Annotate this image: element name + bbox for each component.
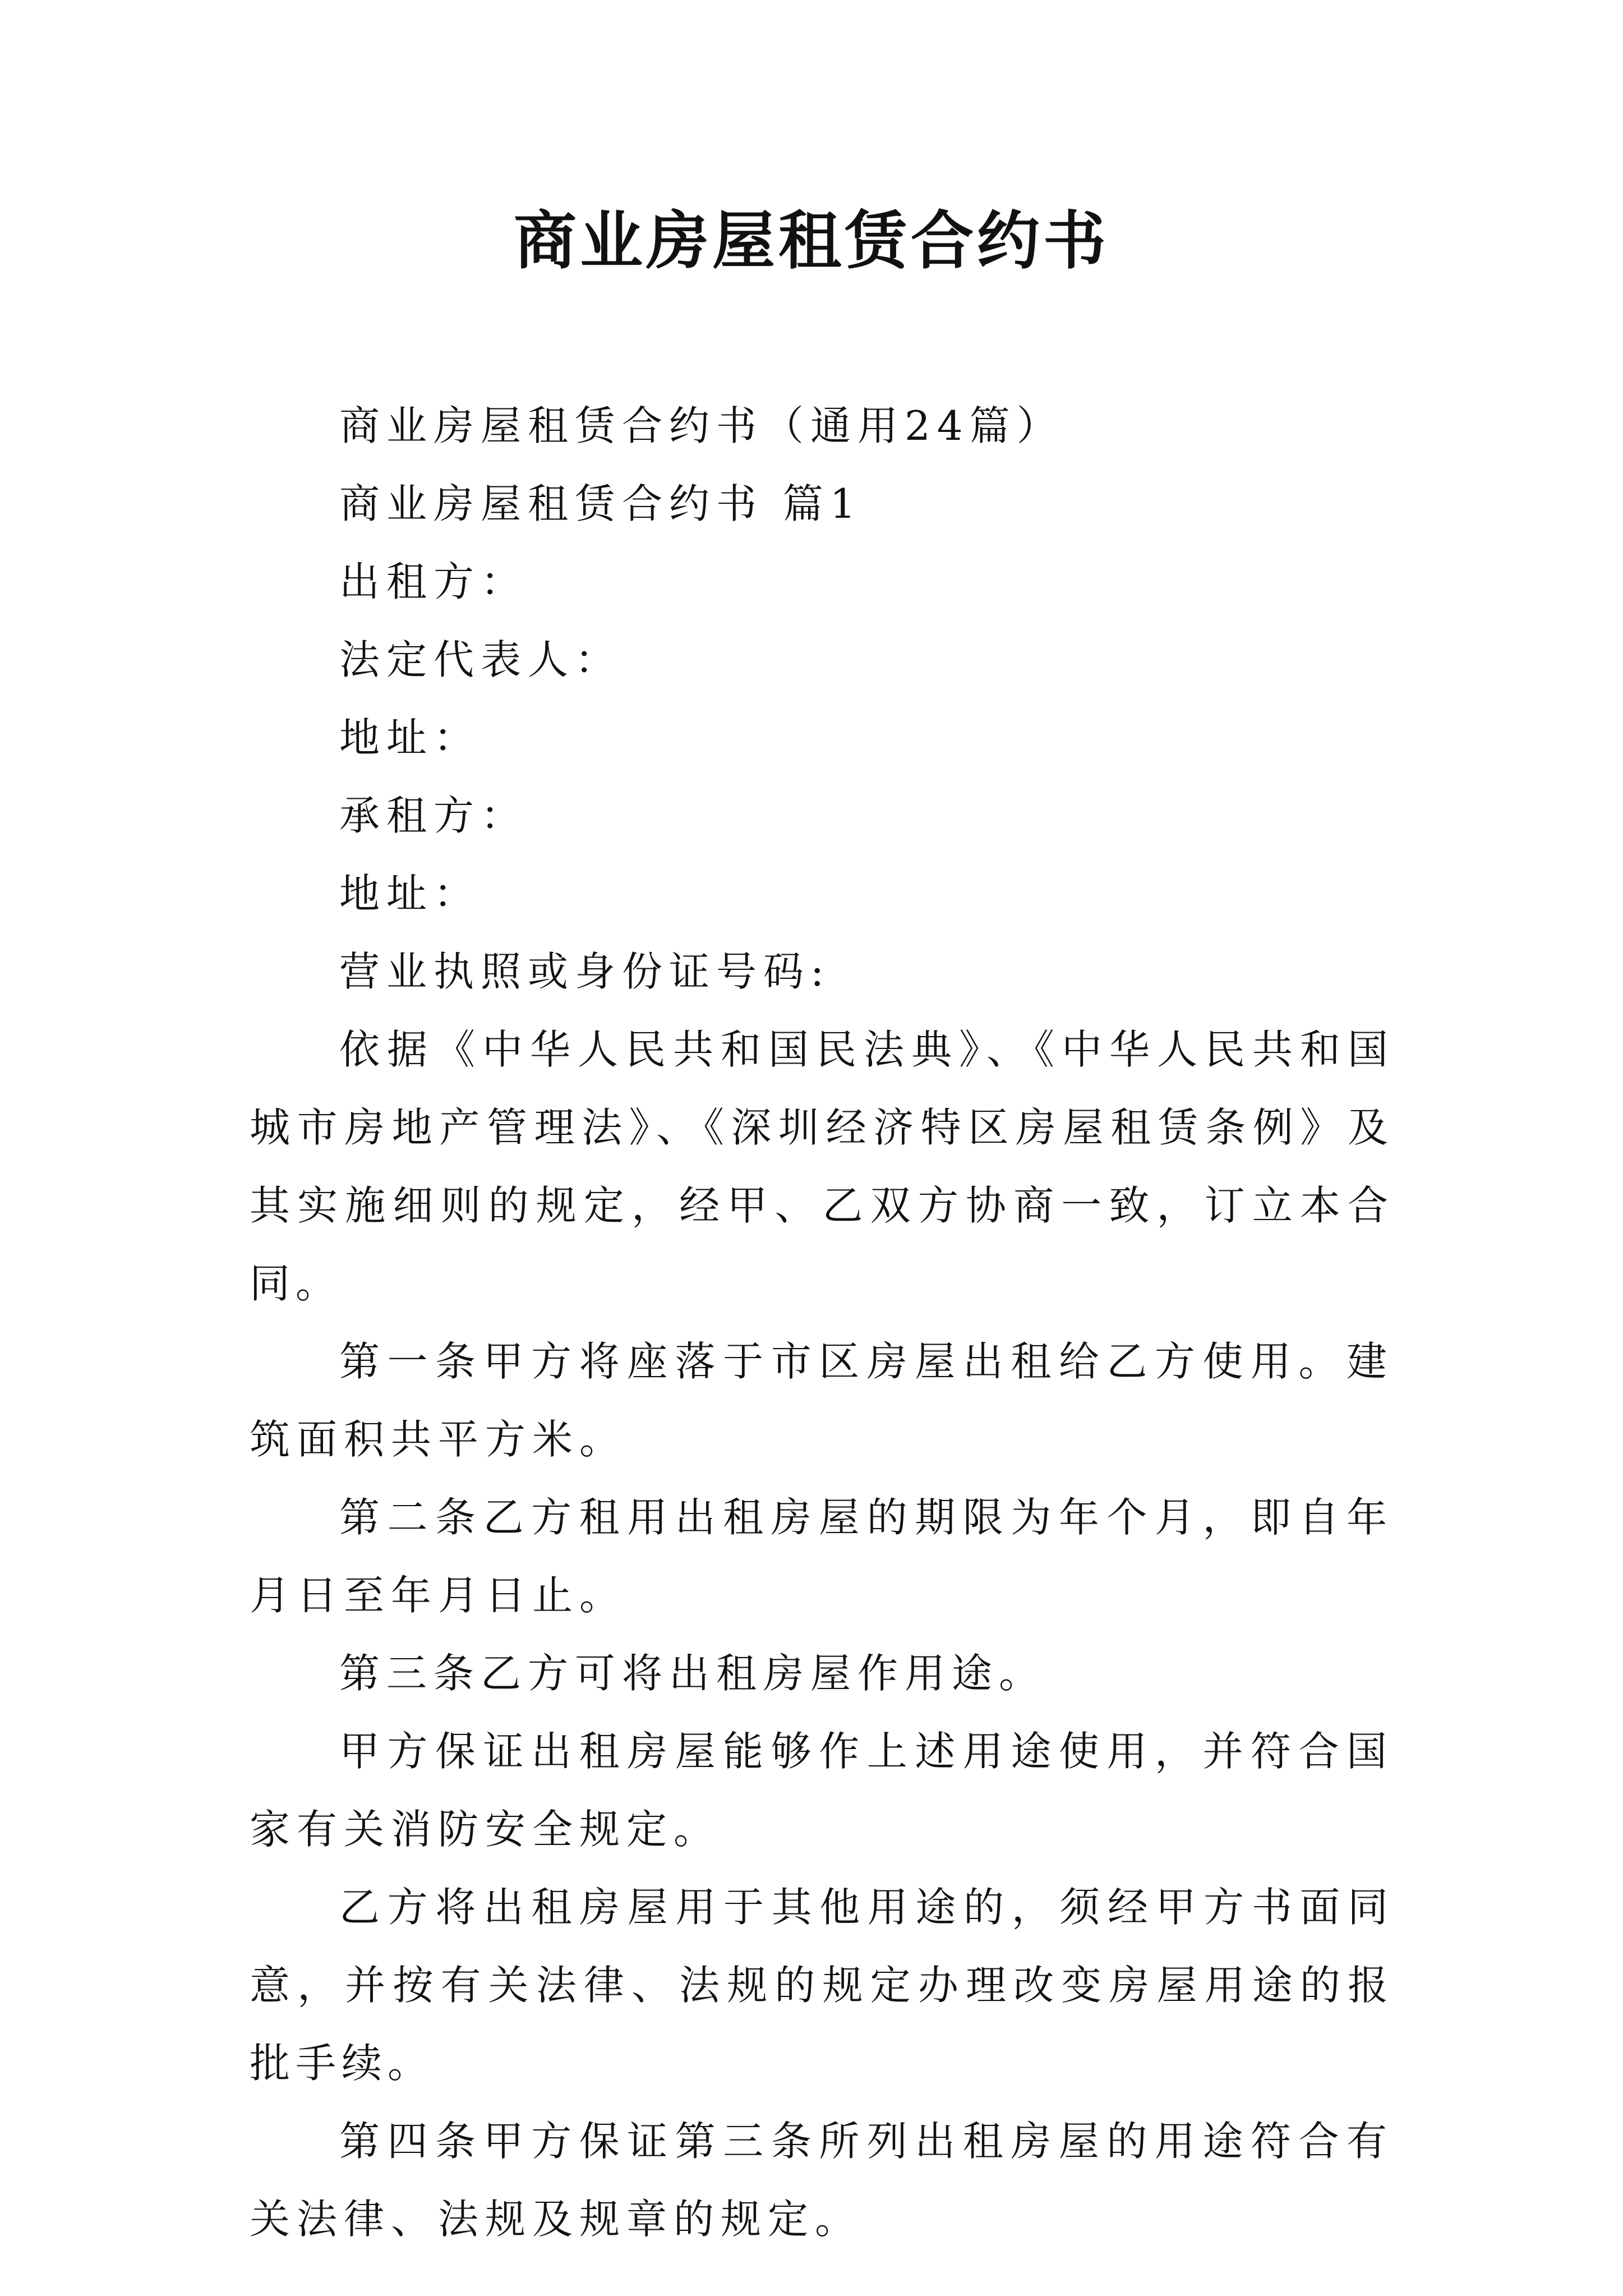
paragraph-article-1: 第一条甲方将座落于市区房屋出租给乙方使用。建筑面积共平方米。 — [250, 1338, 1394, 1463]
paragraph-lessee-address: 地址： — [339, 870, 481, 917]
paragraph-lessee: 承租方： — [339, 792, 528, 839]
document-title: 商业房屋租赁合约书 — [514, 204, 1109, 278]
paragraph-subtitle: 商业房屋租赁合约书（通用24篇） — [339, 402, 1064, 449]
paragraph-article-4: 第四条甲方保证第三条所列出租房屋的用途符合有关法律、法规及规章的规定。 — [250, 2118, 1394, 2243]
paragraph-article-3: 第三条乙方可将出租房屋作用途。 — [339, 1650, 1046, 1697]
paragraph-article-2: 第二条乙方租用出租房屋的期限为年个月，即自年月日至年月日止。 — [250, 1494, 1394, 1619]
paragraph-lessor-address: 地址： — [339, 714, 481, 761]
paragraph-purpose-change: 乙方将出租房屋用于其他用途的，须经甲方书面同意，并按有关法律、法规的规定办理改变房屋用途的报批手续。 — [250, 1884, 1394, 2087]
paragraph-purpose-guarantee: 甲方保证出租房屋能够作上述用途使用，并符合国家有关消防安全规定。 — [250, 1728, 1394, 1853]
paragraph-section-heading: 商业房屋租赁合约书 篇1 — [339, 480, 863, 527]
paragraph-legal-basis: 依据《中华人民共和国民法典》、《中华人民共和国城市房地产管理法》、《深圳经济特区房屋租赁条例》及其实施细则的规定，经甲、乙双方协商一致，订立本合同。 — [250, 1026, 1394, 1307]
paragraph-legal-representative: 法定代表人： — [339, 636, 623, 683]
paragraph-lessor: 出租方： — [339, 558, 528, 605]
document-body — [250, 387, 1394, 2258]
paragraph-license-id: 营业执照或身份证号码: — [339, 948, 831, 995]
